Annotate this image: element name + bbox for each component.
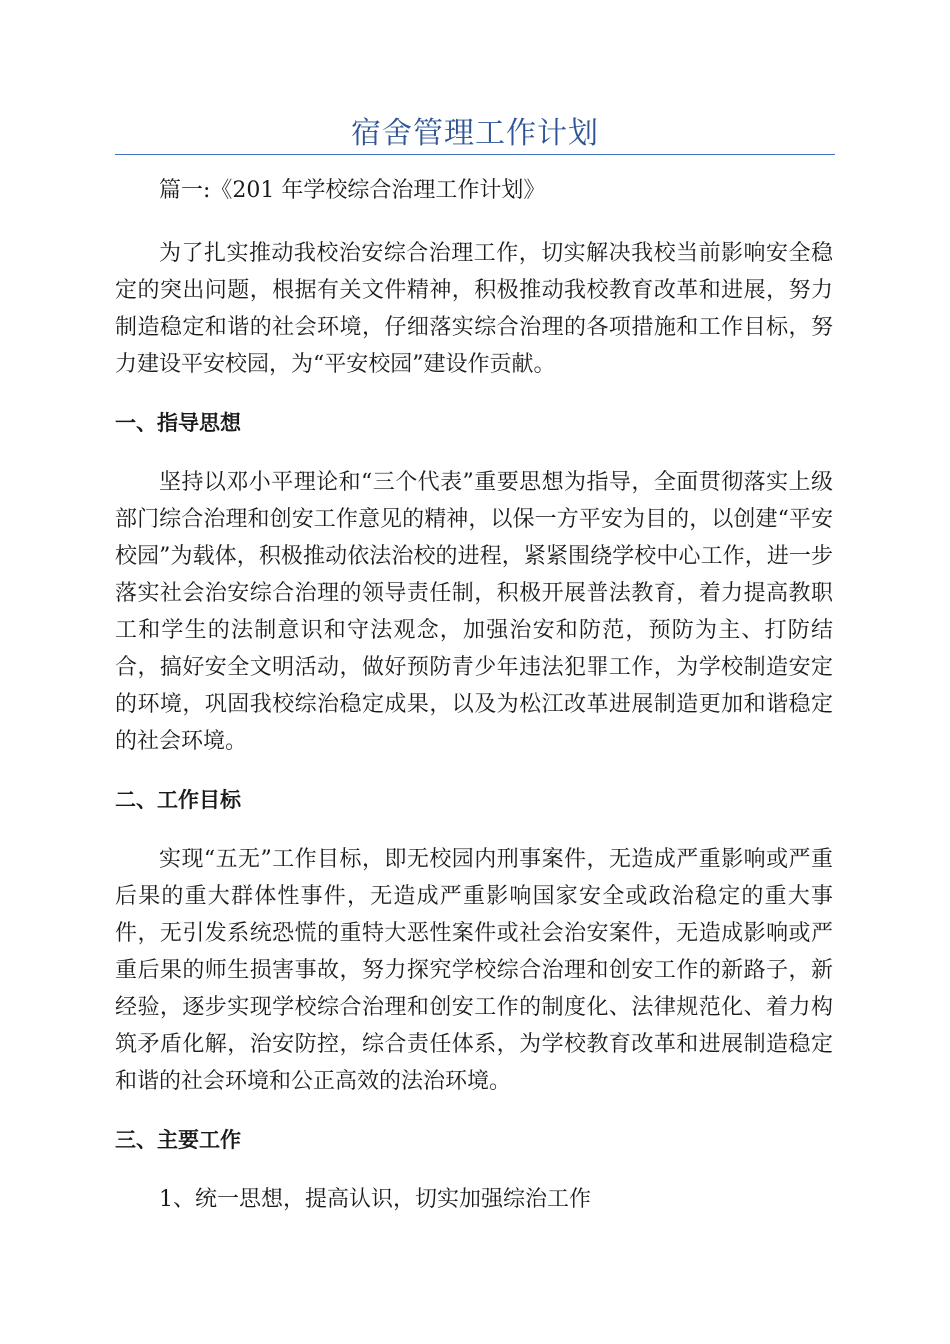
section-body-work-goals: 实现“五无”工作目标，即无校园内刑事案件，无造成严重影响或严重后果的重大群体性事件，无造成严重影响国家安全或政治稳定的重大事件，无引发系统恐慌的重特大恶性案件或社会治安案件，无造成影响或严重后果的师生损害事故，努力探究学校综合治理和创安工作的新路子，新经验，逐步实现学校综合治理和创安工作的制度化、法律规范化、着力构筑矛盾化解，治安防控，综合责任体系，为学校教育改革和进展制造稳定和谐的社会环境和公正高效的法治环境。	[115, 847, 833, 1094]
section-body-main-work: 1、统一思想，提高认识，切实加强综治工作	[159, 1187, 591, 1212]
document-subtitle: 篇一:《201 年学校综合治理工作计划》	[159, 178, 546, 203]
title-underline	[115, 154, 835, 155]
section-body-guiding-ideology: 坚持以邓小平理论和“三个代表”重要思想为指导，全面贯彻落实上级部门综合治理和创安工作意见的精神，以保一方平安为目的，以创建“平安校园”为载体，积极推动依法治校的进程，紧紧围绕学校中心工作，进一步落实社会治安综合治理的领导责任制，积极开展普法教育，着力提高教职工和学生的法制意识和守法观念，加强治安和防范，预防为主、打防结合，搞好安全文明活动，做好预防青少年违法犯罪工作，为学校制造安定的环境，巩固我校综治稳定成果，以及为松江改革进展制造更加和谐稳定的社会环境。	[115, 470, 833, 754]
intro-paragraph: 为了扎实推动我校治安综合治理工作，切实解决我校当前影响安全稳定的突出问题，根据有关文件精神，积极推动我校教育改革和进展，努力制造稳定和谐的社会环境，仔细落实综合治理的各项措施和工作目标，努力建设平安校园，为“平安校园”建设作贡献。	[115, 241, 833, 377]
section-heading-guiding-ideology: 一、指导思想	[115, 411, 241, 435]
page-title: 宿舍管理工作计划	[351, 116, 599, 151]
section-heading-main-work: 三、主要工作	[115, 1128, 241, 1152]
section-heading-work-goals: 二、工作目标	[115, 788, 241, 812]
document-body	[115, 172, 833, 1218]
